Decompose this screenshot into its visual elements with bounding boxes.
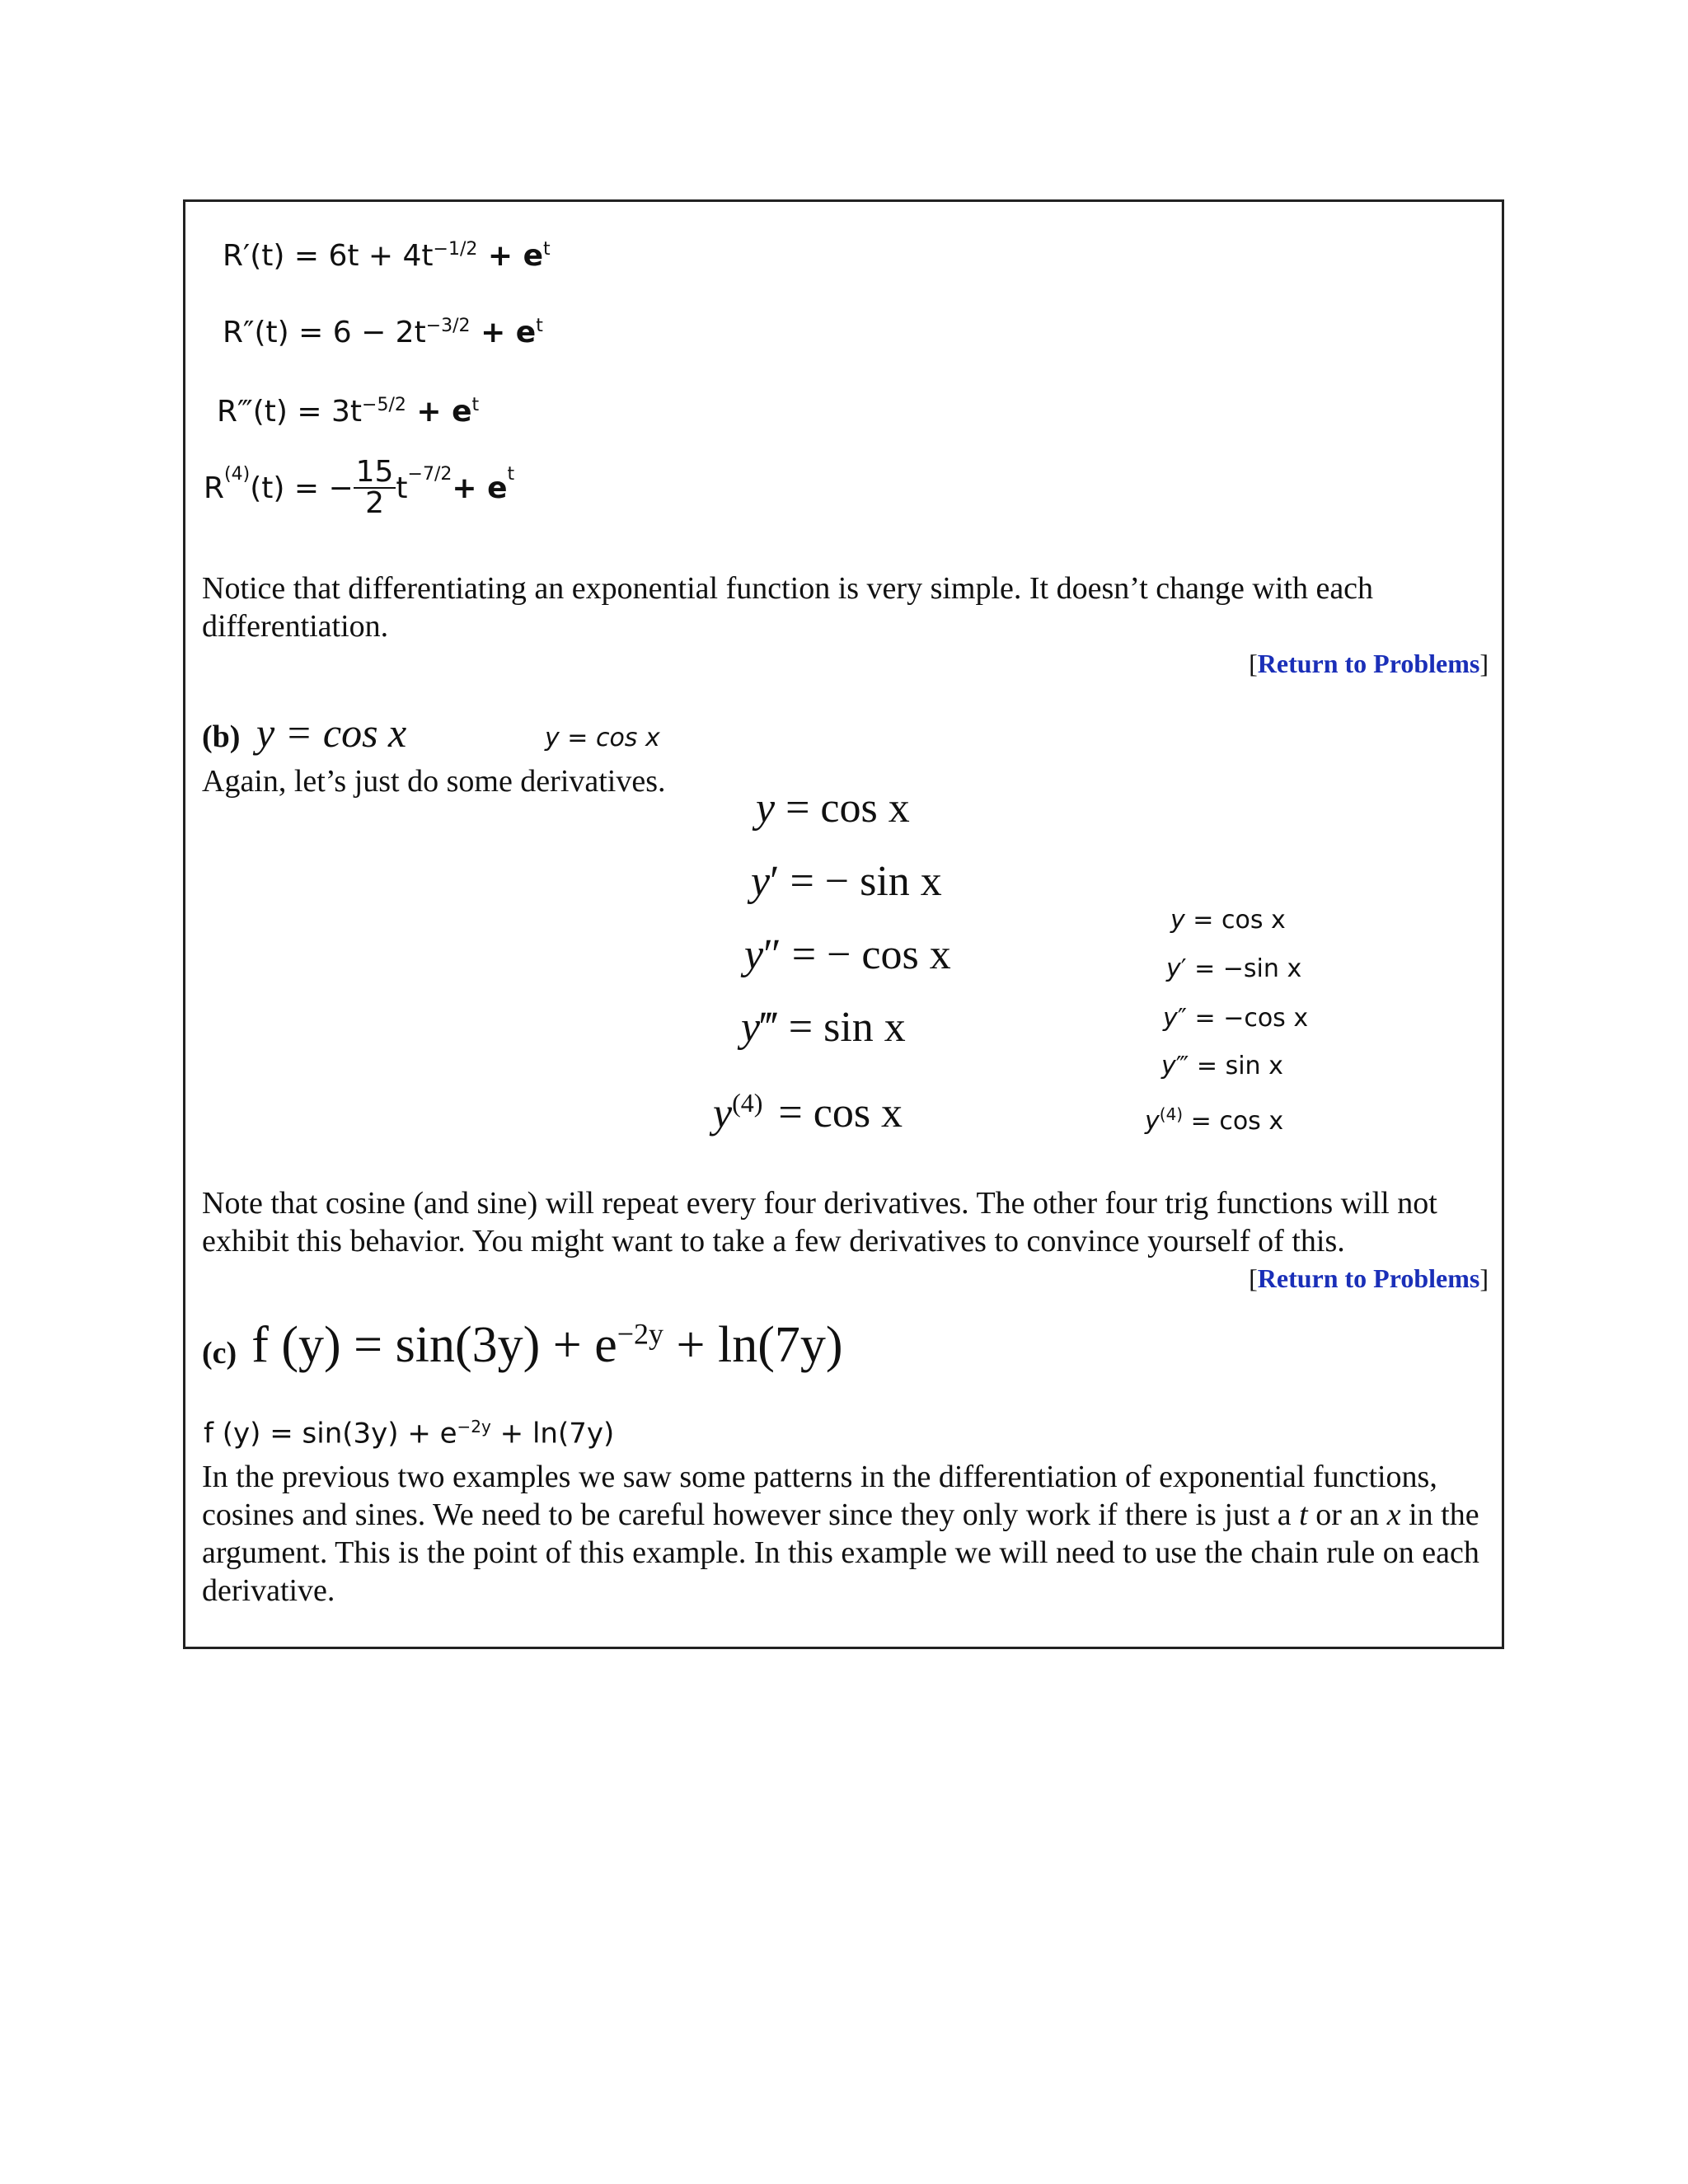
part-c-para-3: in the argument. This is the point of this example. In this example we will need to use the chain rule on each derivative. xyxy=(202,1497,1479,1608)
r4-lhs: R xyxy=(204,471,225,505)
r2-term: 6 − 2t xyxy=(332,316,426,349)
r3-exponent: −5/2 xyxy=(362,395,406,415)
derivative-r1 xyxy=(223,239,551,273)
r4-lhs-arg: (t) = − xyxy=(250,471,354,505)
part-c-para-2: or an xyxy=(1307,1497,1387,1532)
part-c-small-main: f (y) = sin(3y) + e xyxy=(204,1417,457,1451)
part-b-intro: Again, let’s just do some derivatives. xyxy=(202,764,666,799)
part-c-eq-main: f (y) = sin(3y) + e xyxy=(251,1317,617,1373)
derivative-r4 xyxy=(204,457,514,518)
large-deriv-4-lhs: y xyxy=(713,1090,733,1137)
part-c-equation xyxy=(251,1316,842,1375)
r1-exponent: −1/2 xyxy=(433,239,478,260)
r1-e-exponent: t xyxy=(543,239,551,260)
large-deriv-2-mark: ″ xyxy=(763,931,781,978)
large-deriv-2-lhs: y xyxy=(744,931,764,978)
return-link-1[interactable] xyxy=(1249,649,1489,679)
large-deriv-0 xyxy=(756,784,910,832)
small-deriv-2 xyxy=(1163,1004,1308,1033)
large-deriv-0-lhs: y xyxy=(756,785,776,832)
r2-exponent: −3/2 xyxy=(425,316,471,336)
small-deriv-4-lhs: y xyxy=(1145,1107,1160,1136)
r3-e: + e xyxy=(406,395,472,429)
part-c-eq-exponent: −2y xyxy=(617,1317,664,1351)
part-c-para-t: t xyxy=(1299,1497,1308,1532)
part-c-label: (c) xyxy=(202,1336,237,1371)
large-deriv-1 xyxy=(751,857,942,906)
return-to-problems-link[interactable]: Return to Problems xyxy=(1257,649,1480,678)
derivative-r2 xyxy=(223,316,543,349)
part-c-heading xyxy=(202,1316,843,1375)
small-deriv-3 xyxy=(1161,1052,1283,1080)
return-to-problems-link[interactable]: Return to Problems xyxy=(1257,1263,1480,1293)
small-deriv-2-mark: ″ xyxy=(1177,1004,1187,1033)
small-deriv-3-lhs: y xyxy=(1161,1052,1176,1080)
part-b-equation-small: y = cos x xyxy=(545,724,660,752)
part-b-note: Note that cosine (and sine) will repeat every four derivatives. The other four trig functions will not exhibit this behavior. You might want to take a few derivatives to convince yourself of this. xyxy=(202,1186,1437,1258)
part-b-equation: y = cos x xyxy=(256,710,407,756)
r2-lhs: R″(t) = xyxy=(223,316,333,349)
small-deriv-1 xyxy=(1166,954,1301,983)
bracket-open: [ xyxy=(1249,1263,1258,1293)
part-b-heading xyxy=(202,709,406,757)
small-deriv-3-mark: ‴ xyxy=(1175,1052,1189,1080)
large-deriv-2-rhs: = − cos x xyxy=(781,931,951,978)
large-deriv-3 xyxy=(741,1003,906,1052)
r1-lhs: R′(t) = xyxy=(223,239,329,273)
large-deriv-1-lhs: y xyxy=(751,858,771,905)
large-deriv-4-mark: (4) xyxy=(732,1088,763,1118)
small-deriv-1-lhs: y xyxy=(1166,954,1181,983)
r4-e-exponent: t xyxy=(507,464,515,485)
large-deriv-0-rhs: = cos x xyxy=(775,785,910,832)
part-c-small-tail: + ln(7y) xyxy=(490,1417,615,1451)
part-c-paragraph xyxy=(202,1458,1488,1610)
small-deriv-0-lhs: y xyxy=(1170,906,1185,935)
large-deriv-3-mark: ‴ xyxy=(760,1004,778,1051)
small-deriv-2-lhs: y xyxy=(1163,1004,1178,1033)
r3-lhs: R‴(t) = xyxy=(217,395,331,429)
part-c-para-x: x xyxy=(1386,1497,1401,1532)
r4-numerator: 15 xyxy=(354,457,396,489)
large-deriv-3-lhs: y xyxy=(741,1004,761,1051)
part-c-equation-small xyxy=(204,1417,614,1450)
small-deriv-0 xyxy=(1170,906,1286,935)
r1-e: + e xyxy=(477,239,544,273)
return-link-2[interactable] xyxy=(1249,1263,1489,1294)
small-deriv-2-rhs: = −cos x xyxy=(1186,1004,1309,1033)
r4-lhs-order: (4) xyxy=(224,464,251,485)
derivative-r3 xyxy=(217,395,479,429)
r3-term: 3t xyxy=(331,395,363,429)
part-b-label: (b) xyxy=(202,719,241,754)
r4-fraction xyxy=(354,457,396,518)
large-deriv-2 xyxy=(744,930,951,979)
solution-box xyxy=(183,199,1504,1649)
bracket-open: [ xyxy=(1249,649,1258,678)
r4-denominator: 2 xyxy=(365,486,384,520)
small-deriv-1-mark: ′ xyxy=(1180,954,1187,983)
part-c-para-1: In the previous two examples we saw some patterns in the differentiation of exponential functions, cosines and sines. We need to be careful however since they only work if there is just a xyxy=(202,1460,1437,1532)
r4-term: t xyxy=(396,471,408,505)
small-deriv-3-rhs: = sin x xyxy=(1189,1052,1283,1080)
r1-term: 6t + 4t xyxy=(328,239,434,273)
large-deriv-1-rhs: = − sin x xyxy=(779,858,942,905)
small-deriv-0-rhs: = cos x xyxy=(1184,906,1286,935)
r4-e: + e xyxy=(452,471,508,505)
small-deriv-4 xyxy=(1145,1104,1283,1136)
r3-e-exponent: t xyxy=(471,395,480,415)
large-deriv-4-rhs: = cos x xyxy=(767,1090,903,1137)
bracket-close: ] xyxy=(1479,1263,1489,1293)
large-deriv-4 xyxy=(713,1088,903,1137)
r2-e-exponent: t xyxy=(536,316,543,336)
small-deriv-1-rhs: = −sin x xyxy=(1186,954,1302,983)
part-c-small-exponent: −2y xyxy=(457,1417,491,1436)
bracket-close: ] xyxy=(1479,649,1489,678)
small-deriv-4-rhs: = cos x xyxy=(1183,1107,1284,1136)
part-c-eq-tail: + ln(7y) xyxy=(663,1317,843,1373)
small-deriv-4-mark: (4) xyxy=(1159,1104,1184,1124)
r4-exponent: −7/2 xyxy=(407,464,452,485)
notice-paragraph: Notice that differentiating an exponential function is very simple. It doesn’t change with each differentiation. xyxy=(202,571,1374,644)
large-deriv-1-mark: ′ xyxy=(770,858,780,905)
large-deriv-3-rhs: = sin x xyxy=(777,1004,906,1051)
r2-e: + e xyxy=(470,316,537,349)
